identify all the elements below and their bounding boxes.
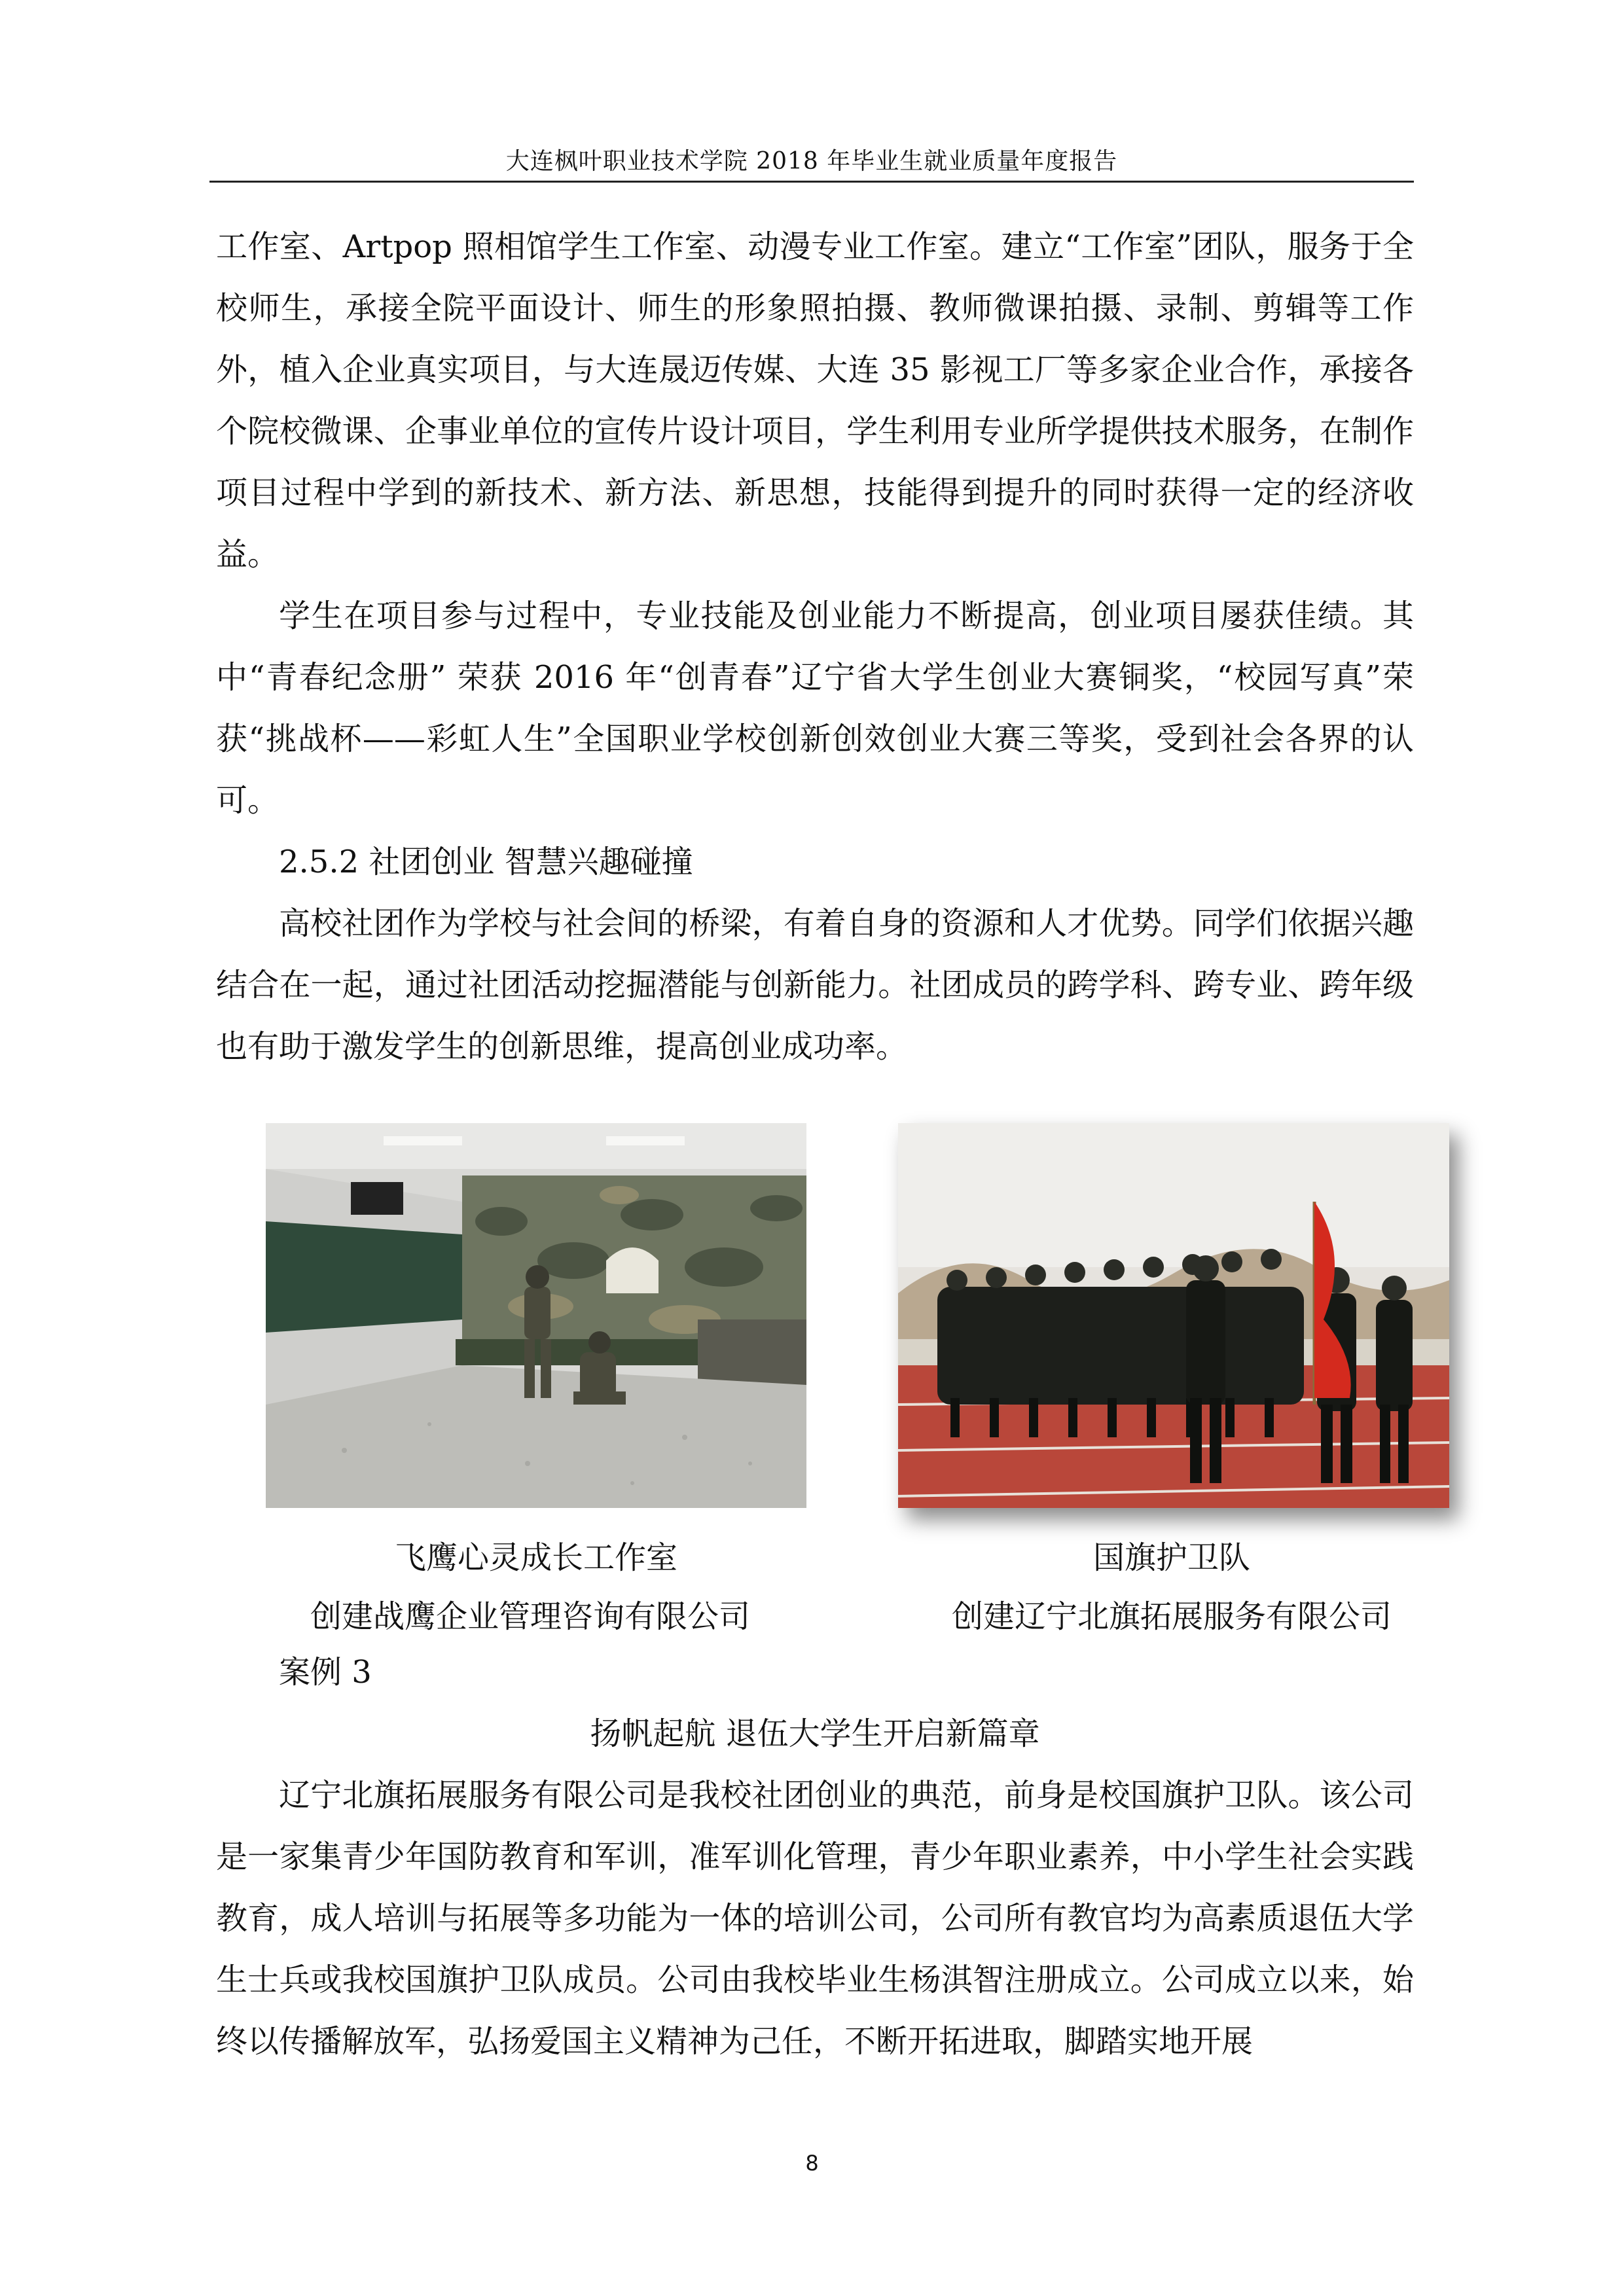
- figure1-caption: 飞鹰心灵成长工作室: [394, 1539, 677, 1576]
- body-text-top: [216, 216, 1414, 1077]
- photo-flag-guard: [898, 1123, 1449, 1508]
- case-title: 扬帆起航 退伍大学生开启新篇章: [590, 1715, 1040, 1752]
- paragraph-awards: 学生在项目参与过程中，专业技能及创业能力不断提高，创业项目屡获佳绩。其中“青春纪念册” 荣获 2016 年“创青春”辽宁省大学生创业大赛铜奖，“校园写真”荣获“挑战杯——彩虹人生”全国职业学校创新创效创业大赛三等奖，受到社会各界的认可。: [216, 598, 1414, 819]
- paragraph-studio: 工作室、Artpop 照相馆学生工作室、动漫专业工作室。建立“工作室”团队，服务于全校师生，承接全院平面设计、师生的形象照拍摄、教师微课拍摄、录制、剪辑等工作外，植入企业真实项目，与大连晟迈传媒、大连 35 影视工厂等多家企业合作，承接各个院校微课、企事业单位的宣传片设计项目，学生利用专业所学提供技术服务，在制作项目过程中学到的新技术、新方法、新思想，技能得到提升的同时获得一定的经济收益。: [216, 228, 1414, 573]
- figure2-caption: 国旗护卫队: [1092, 1539, 1250, 1576]
- photo-eagle-studio: [266, 1123, 806, 1508]
- page-number: 8: [805, 2151, 819, 2176]
- page-header: 大连枫叶职业技术学院 2018 年毕业生就业质量年度报告: [505, 148, 1118, 175]
- section-heading: 2.5.2 社团创业 智慧兴趣碰撞: [279, 844, 693, 880]
- header-rule: [209, 181, 1414, 183]
- paragraph-company: 辽宁北旗拓展服务有限公司是我校社团创业的典范，前身是校国旗护卫队。该公司是一家集青少年国防教育和军训，准军训化管理，青少年职业素养，中小学生社会实践教育，成人培训与拓展等多功能为一体的培训公司，公司所有教官均为高素质退伍大学生士兵或我校国旗护卫队成员。公司由我校毕业生杨淇智注册成立。公司成立以来，始终以传播解放军，弘扬爱国主义精神为己任，不断开拓进取，脚踏实地开展: [216, 1777, 1414, 2060]
- figure2-subcaption: 创建辽宁北旗拓展服务有限公司: [951, 1598, 1392, 1635]
- case-label: 案例 3: [279, 1654, 372, 1691]
- paragraph-clubs: 高校社团作为学校与社会间的桥梁，有着自身的资源和人才优势。同学们依据兴趣结合在一起，通过社团活动挖掘潜能与创新能力。社团成员的跨学科、跨专业、跨年级也有助于激发学生的创新思维，提高创业成功率。: [216, 905, 1414, 1065]
- body-text-bottom: [216, 1641, 1414, 2072]
- figure1-subcaption: 创建战鹰企业管理咨询有限公司: [310, 1598, 750, 1635]
